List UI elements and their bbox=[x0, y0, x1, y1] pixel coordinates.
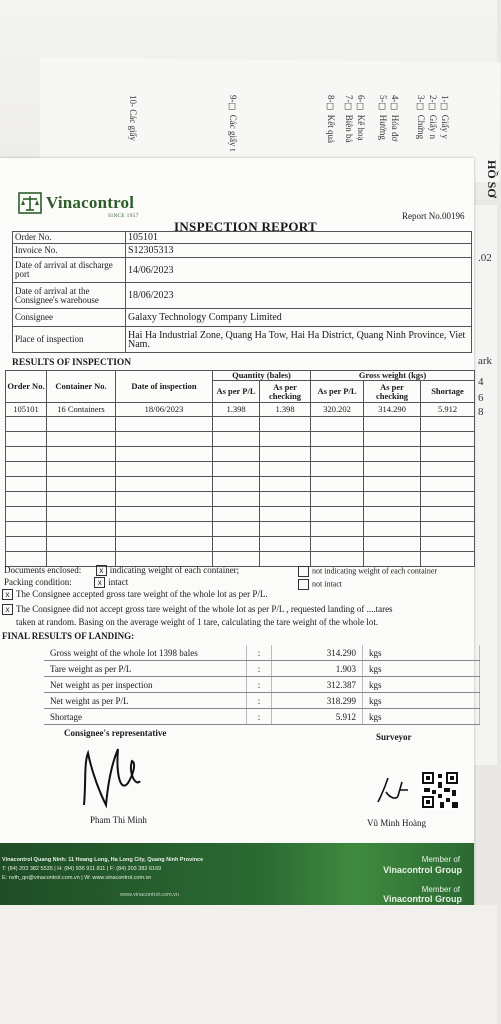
info-value: Hai Ha Industrial Zone, Quang Ha Tow, Hai Ha District, Quang Ninh Province, Viet Nam. bbox=[126, 327, 472, 353]
statement-1 bbox=[2, 589, 268, 600]
surveyor-title: Surveyor bbox=[376, 732, 412, 742]
final-label: Net weight as per P/L bbox=[44, 693, 247, 709]
footer-member-label: Member of bbox=[421, 855, 460, 864]
info-value: 105101 bbox=[126, 232, 472, 244]
cell-shortage: 5.912 bbox=[421, 403, 475, 417]
final-value: 1.903 bbox=[272, 661, 363, 677]
col-gross-weight: Gross weight (kgs) bbox=[311, 371, 475, 381]
colon: : bbox=[247, 661, 272, 677]
consignee-name: Pham Thi Minh bbox=[90, 815, 147, 825]
info-table bbox=[12, 231, 472, 353]
colon: : bbox=[247, 645, 272, 661]
info-value: 14/06/2023 bbox=[126, 258, 472, 283]
scale-logo-icon bbox=[18, 192, 42, 214]
table-row bbox=[44, 661, 480, 677]
info-label: Date of arrival at the Consignee's warehouse bbox=[13, 283, 126, 309]
statement-2-text: The Consignee did not accept gross tare weight of the whole lot as per P/L , requested landing of ....tares bbox=[16, 604, 393, 614]
blank-row bbox=[6, 522, 475, 537]
blank-row bbox=[6, 492, 475, 507]
col-quantity: Quantity (bales) bbox=[213, 371, 311, 381]
final-value: 314.290 bbox=[272, 645, 363, 661]
side-mark: 4 bbox=[478, 376, 484, 388]
logo-since: SINCE 1957 bbox=[108, 214, 139, 219]
final-value: 318.299 bbox=[272, 693, 363, 709]
colon: : bbox=[247, 677, 272, 693]
col-container-no: Container No. bbox=[47, 371, 116, 403]
table-row bbox=[44, 645, 480, 661]
info-value: 18/06/2023 bbox=[126, 283, 472, 309]
documents-row bbox=[4, 565, 239, 576]
final-label: Shortage bbox=[44, 709, 247, 725]
table-row bbox=[6, 403, 475, 417]
col-qty-checking: As per checking bbox=[260, 381, 311, 403]
table-row bbox=[44, 693, 480, 709]
final-label: Net weight as per inspection bbox=[44, 677, 247, 693]
final-value: 312.387 bbox=[272, 677, 363, 693]
final-unit: kgs bbox=[363, 709, 480, 725]
blank-row bbox=[6, 507, 475, 522]
statement-1-text: The Consignee accepted gross tare weight of the whole lot as per P/L. bbox=[16, 589, 268, 599]
documents-label: Documents enclosed: bbox=[4, 565, 82, 575]
footer-website: www.vinacontrol.com.vn bbox=[120, 892, 179, 898]
final-unit: kgs bbox=[363, 661, 480, 677]
info-label: Consignee bbox=[13, 309, 126, 327]
back-col-9: 9-☐ Các giấy t bbox=[228, 95, 238, 152]
back-col-8: 8-☐ Kết quả bbox=[326, 95, 336, 143]
back-col-2: 2-☐ Giấy n bbox=[428, 95, 438, 139]
documents-opt2-row bbox=[298, 566, 437, 577]
cell-gross-pl: 320.202 bbox=[311, 403, 364, 417]
colon: : bbox=[247, 693, 272, 709]
col-date: Date of inspection bbox=[116, 371, 213, 403]
col-shortage: Shortage bbox=[421, 381, 475, 403]
checkbox-icon[interactable]: x bbox=[94, 577, 105, 588]
blank-row bbox=[6, 417, 475, 432]
surveyor-signature bbox=[372, 770, 412, 810]
final-unit: kgs bbox=[363, 645, 480, 661]
logo bbox=[18, 192, 134, 214]
back-col-3: 3-☐ Chứng bbox=[416, 95, 426, 140]
checkbox-icon[interactable]: x bbox=[2, 604, 13, 615]
side-mark: 8 bbox=[478, 406, 484, 418]
final-unit: kgs bbox=[363, 677, 480, 693]
footer-member-label-2: Member of bbox=[421, 885, 460, 894]
colon: : bbox=[247, 709, 272, 725]
documents-opt1: indicating weight of each container; bbox=[109, 565, 240, 575]
checkbox-icon[interactable]: x bbox=[2, 589, 13, 600]
back-col-10: 10- Các giấy bbox=[128, 95, 138, 141]
side-mark: 6 bbox=[478, 392, 484, 404]
table-row bbox=[44, 709, 480, 725]
cell-container-no: 16 Containers bbox=[47, 403, 116, 417]
blank-row bbox=[6, 477, 475, 492]
info-label: Order No. bbox=[13, 232, 126, 244]
background-bottom bbox=[0, 905, 497, 1024]
consignee-rep-title: Consignee's representative bbox=[64, 728, 167, 738]
logo-text: Vinacontrol bbox=[46, 193, 135, 212]
checkbox-icon[interactable]: x bbox=[96, 565, 107, 576]
info-label: Place of inspection bbox=[13, 327, 126, 353]
col-qty-pl: As per P/L bbox=[213, 381, 260, 403]
cell-order-no: 105101 bbox=[6, 403, 47, 417]
results-table bbox=[5, 370, 475, 567]
final-label: Tare weight as per P/L bbox=[44, 661, 247, 677]
blank-row bbox=[6, 447, 475, 462]
footer-group-name-2: Vinacontrol Group bbox=[383, 894, 462, 904]
inspection-report-page bbox=[0, 158, 474, 913]
results-section-title: RESULTS OF INSPECTION bbox=[12, 358, 132, 368]
side-mark: ark bbox=[478, 355, 493, 367]
back-col-6: 6-☐ Kế hoạ bbox=[356, 95, 366, 141]
cell-qty-checking: 1.398 bbox=[260, 403, 311, 417]
cell-date: 18/06/2023 bbox=[116, 403, 213, 417]
table-row bbox=[44, 677, 480, 693]
checkbox-icon[interactable] bbox=[298, 566, 309, 577]
report-title: INSPECTION REPORT bbox=[174, 219, 317, 234]
packing-opt2-row bbox=[298, 579, 342, 590]
col-order-no: Order No. bbox=[6, 371, 47, 403]
side-label: HỒ SƠ bbox=[485, 160, 499, 198]
blank-row bbox=[6, 432, 475, 447]
statement-2 bbox=[2, 604, 393, 615]
cell-gross-checking: 314.290 bbox=[364, 403, 421, 417]
footer-group-name: Vinacontrol Group bbox=[383, 865, 462, 875]
info-value: Galaxy Technology Company Limited bbox=[126, 309, 472, 327]
footer-email: E: nvth_qn@vinacontrol.com.vn | W: www.vinacontrol.com.vn bbox=[2, 875, 152, 881]
packing-row bbox=[4, 577, 128, 588]
final-results-table bbox=[44, 645, 480, 725]
info-label: Invoice No. bbox=[13, 244, 126, 258]
col-gross-pl: As per P/L bbox=[311, 381, 364, 403]
packing-label: Packing condition: bbox=[4, 577, 72, 587]
col-gross-checking: As per checking bbox=[364, 381, 421, 403]
back-col-1: 1-☐ Giấy y bbox=[440, 95, 450, 139]
packing-opt1: intact bbox=[108, 577, 129, 587]
back-col-5: 5-☐ Hướng bbox=[378, 95, 388, 140]
final-results-title: FINAL RESULTS OF LANDING: bbox=[2, 631, 135, 641]
surveyor-name: Vũ Minh Hoàng bbox=[367, 818, 426, 828]
footer-band bbox=[0, 843, 474, 913]
side-mark: .02 bbox=[478, 252, 492, 264]
report-number: Report No.00196 bbox=[402, 211, 465, 221]
final-value: 5.912 bbox=[272, 709, 363, 725]
packing-opt2: not intact bbox=[312, 579, 342, 589]
statement-2-cont: taken at random. Basing on the average weight of 1 tare, calculating the tare weight of the whole lot. bbox=[16, 617, 379, 627]
final-label: Gross weight of the whole lot 1398 bales bbox=[44, 645, 247, 661]
checkbox-icon[interactable] bbox=[298, 579, 309, 590]
back-col-4: 4-☐ Hóa đơ bbox=[390, 95, 400, 142]
qr-code-icon bbox=[420, 770, 460, 810]
cell-qty-pl: 1.398 bbox=[213, 403, 260, 417]
back-col-7: 7-☐ Biên bả bbox=[344, 95, 354, 143]
blank-row bbox=[6, 462, 475, 477]
info-value: S12305313 bbox=[126, 244, 472, 258]
final-unit: kgs bbox=[363, 693, 480, 709]
consignee-signature bbox=[78, 743, 158, 813]
documents-opt2: not indicating weight of each container bbox=[312, 566, 438, 576]
blank-row bbox=[6, 537, 475, 552]
info-label: Date of arrival at discharge port bbox=[13, 258, 126, 283]
footer-address: Vinacontrol Quang Ninh: 11 Hoang Long, Ha Long City, Quang Ninh Province bbox=[2, 857, 204, 863]
footer-phone: T: (84) 203 382 5535 | H: (84) 936 911 811 | F: (84) 203 382 6169 bbox=[2, 866, 162, 872]
